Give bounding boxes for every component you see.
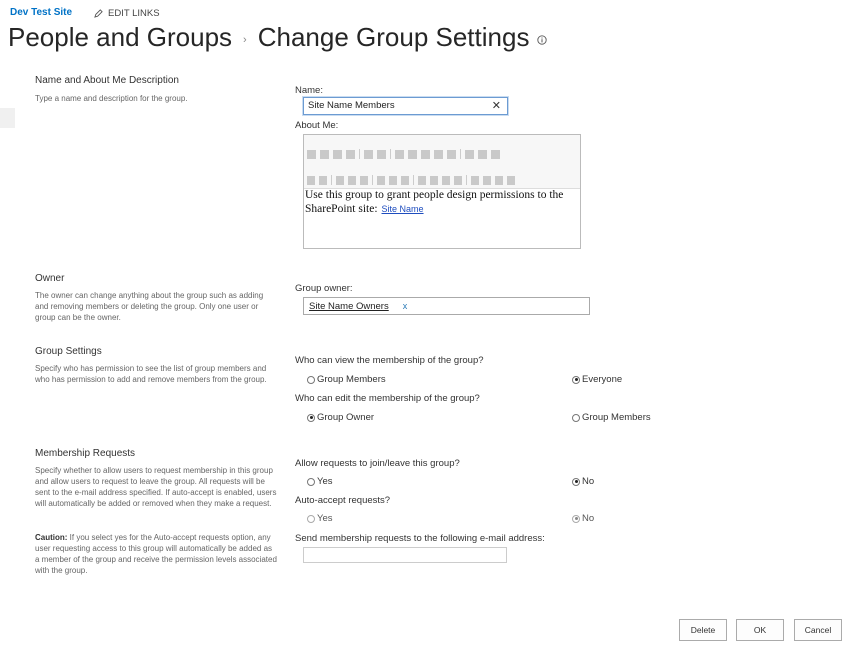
radio-label: Everyone — [582, 374, 623, 385]
remove-owner-icon[interactable]: x — [402, 301, 408, 311]
link-icon[interactable] — [465, 150, 474, 159]
radio-label: Group Owner — [317, 412, 375, 423]
radio-selected[interactable] — [572, 478, 580, 486]
caution-note — [35, 532, 278, 576]
view-group-members-radio[interactable] — [307, 374, 386, 385]
radio-selected[interactable] — [572, 515, 580, 523]
text-color-icon[interactable] — [471, 176, 479, 185]
delete-button[interactable]: Delete — [679, 619, 727, 641]
rich-text-toolbar — [304, 135, 580, 189]
edit-group-owner-radio[interactable] — [307, 412, 374, 423]
radio-label: No — [582, 476, 595, 487]
allow-requests-no-radio[interactable] — [572, 476, 594, 487]
insert-column-icon[interactable] — [421, 150, 430, 159]
site-name-link[interactable]: Site Name — [381, 204, 424, 214]
toolbar-divider — [460, 149, 461, 159]
italic-icon[interactable] — [348, 176, 356, 185]
group-name-input[interactable] — [303, 97, 508, 115]
site-title-link[interactable]: Dev Test Site — [10, 7, 73, 18]
view-membership-question: Who can view the membership of the group? — [295, 355, 484, 366]
radio-unselected[interactable] — [307, 515, 315, 523]
radio-unselected[interactable] — [307, 376, 315, 384]
edit-links-label: EDIT LINKS — [108, 8, 160, 19]
group-owner-label: Group owner: — [295, 283, 353, 294]
toolbar-divider — [466, 175, 467, 185]
breadcrumb-root-link[interactable]: People and Groups — [8, 22, 233, 52]
group-name-value: Site Name Members — [308, 100, 395, 111]
bulleted-list-icon[interactable] — [430, 176, 438, 185]
auto-accept-yes-radio[interactable] — [307, 513, 333, 524]
align-right-icon[interactable] — [401, 176, 409, 185]
group-owner-picker[interactable] — [303, 297, 590, 315]
html-source-icon[interactable] — [491, 150, 500, 159]
caution-label: Caution: — [35, 533, 68, 542]
caution-text: If you select yes for the Auto-accept requests option, any user requesting access to this group will automatically be added as a member of the group and receive the permission levels associated with the group. — [35, 533, 277, 575]
auto-accept-no-radio[interactable] — [572, 513, 594, 524]
about-me-label: About Me: — [295, 120, 339, 131]
radio-label: Yes — [317, 513, 333, 524]
ltr-icon[interactable] — [495, 176, 503, 185]
section-title-owner: Owner — [35, 273, 65, 284]
radio-label: Group Members — [317, 374, 386, 385]
split-cells-icon[interactable] — [447, 150, 456, 159]
section-title-membership-requests: Membership Requests — [35, 448, 136, 459]
toolbar-divider — [413, 175, 414, 185]
edit-membership-question: Who can edit the membership of the group? — [295, 393, 480, 404]
cut-icon[interactable] — [307, 150, 316, 159]
bold-icon[interactable] — [336, 176, 344, 185]
insert-row-icon[interactable] — [408, 150, 417, 159]
radio-label: Yes — [317, 476, 333, 487]
cancel-button[interactable]: Cancel — [794, 619, 842, 641]
allow-requests-yes-radio[interactable] — [307, 476, 333, 487]
decrease-indent-icon[interactable] — [442, 176, 450, 185]
close-icon[interactable]: ✕ — [491, 100, 501, 112]
paste-icon[interactable] — [333, 150, 342, 159]
image-icon[interactable] — [478, 150, 487, 159]
page-title-text: Change Group Settings — [257, 22, 530, 52]
section-desc-name-about: Type a name and description for the group. — [35, 94, 188, 103]
edit-group-members-radio[interactable] — [572, 412, 651, 423]
breadcrumb-separator: › — [243, 33, 247, 46]
align-center-icon[interactable] — [389, 176, 397, 185]
about-me-content[interactable] — [305, 188, 575, 216]
ok-button[interactable]: OK — [736, 619, 784, 641]
radio-unselected[interactable] — [307, 478, 315, 486]
page-title — [8, 22, 547, 53]
group-owner-value[interactable]: Site Name Owners — [309, 300, 389, 312]
toolbar-divider — [331, 175, 332, 185]
left-nav-marker — [0, 108, 15, 128]
align-left-icon[interactable] — [377, 176, 385, 185]
increase-indent-icon[interactable] — [454, 176, 462, 185]
radio-selected[interactable] — [307, 414, 315, 422]
auto-accept-question: Auto-accept requests? — [295, 495, 391, 506]
edit-links-button[interactable] — [94, 8, 160, 19]
email-label: Send membership requests to the following e-mail address: — [295, 533, 545, 544]
font-icon[interactable] — [307, 176, 315, 185]
view-everyone-radio[interactable] — [572, 374, 622, 385]
toolbar-divider — [359, 149, 360, 159]
pencil-icon — [94, 9, 103, 18]
email-input[interactable] — [303, 547, 507, 563]
about-me-editor[interactable] — [303, 134, 581, 249]
merge-cells-icon[interactable] — [434, 150, 443, 159]
undo-icon[interactable] — [364, 150, 373, 159]
about-me-text: Use this group to grant people design permissions to the SharePoint site: — [305, 189, 564, 215]
section-desc-owner: The owner can change anything about the group such as adding and removing members or deleting the group. Only one user or group can be the owner. — [35, 291, 264, 322]
section-desc-membership-requests: Specify whether to allow users to request membership in this group and allow users to request to leave the group. All requests will be sent to the e-mail address specified. If auto-accept is enabled, users will automatically be added or removed when they make a request. — [35, 466, 277, 508]
section-title-group-settings: Group Settings — [35, 346, 102, 357]
radio-label: No — [582, 513, 595, 524]
copy-icon[interactable] — [320, 150, 329, 159]
name-label: Name: — [295, 85, 323, 96]
allow-requests-question: Allow requests to join/leave this group? — [295, 458, 460, 469]
highlight-icon[interactable] — [483, 176, 491, 185]
underline-icon[interactable] — [360, 176, 368, 185]
radio-unselected[interactable] — [572, 414, 580, 422]
section-desc-group-settings: Specify who has permission to see the list of group members and who has permission to add and remove members from the group. — [35, 364, 267, 384]
radio-label: Group Members — [582, 412, 651, 423]
numbered-list-icon[interactable] — [418, 176, 426, 185]
table-icon[interactable] — [395, 150, 404, 159]
radio-selected[interactable] — [572, 376, 580, 384]
toolbar-divider — [372, 175, 373, 185]
font-size-icon[interactable] — [319, 176, 327, 185]
rtl-icon[interactable] — [507, 176, 515, 185]
section-title-name-about: Name and About Me Description — [35, 75, 179, 86]
spellcheck-icon[interactable] — [346, 150, 355, 159]
info-icon[interactable] — [537, 35, 547, 45]
toolbar-divider — [390, 149, 391, 159]
redo-icon[interactable] — [377, 150, 386, 159]
